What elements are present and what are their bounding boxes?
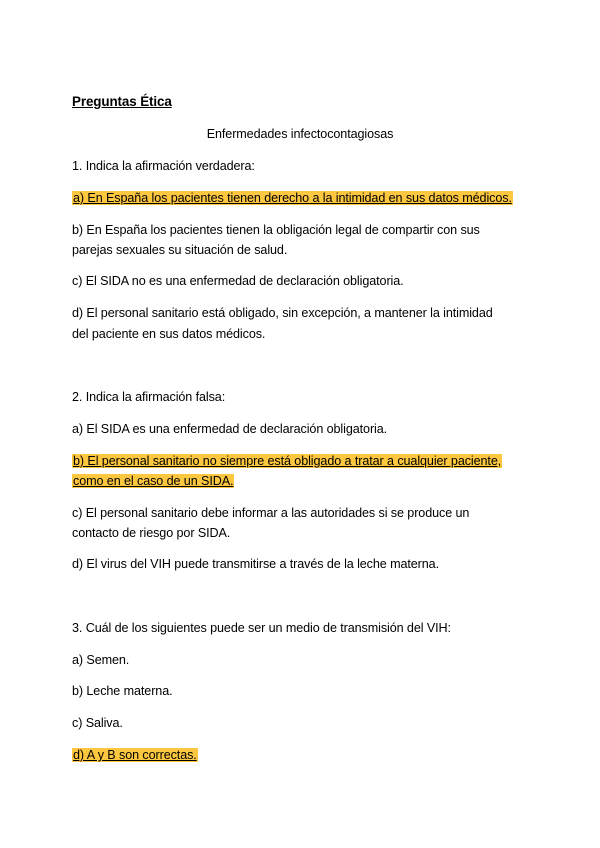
question-2-option-c: c) El personal sanitario debe informar a las autoridades si se produce un	[72, 506, 470, 520]
question-1-option-b-cont: parejas sexuales su situación de salud.	[72, 243, 288, 257]
question-1-prompt: 1. Indica la afirmación verdadera:	[72, 159, 255, 173]
answer-highlight: b) El personal sanitario no siempre está obligado a tratar a cualquier paciente,	[73, 454, 502, 468]
question-2-option-a: a) El SIDA es una enfermedad de declaración obligatoria.	[72, 422, 388, 436]
question-1-option-d: d) El personal sanitario está obligado, sin excepción, a mantener la intimidad	[72, 306, 493, 320]
question-2-option-b	[72, 453, 502, 469]
answer-highlight: d) A y B son correctas.	[73, 748, 197, 762]
question-1-option-c: c) El SIDA no es una enfermedad de declaración obligatoria.	[72, 274, 404, 288]
question-1-option-d-cont: del paciente en sus datos médicos.	[72, 327, 266, 341]
page-title: Preguntas Ética	[72, 94, 172, 109]
answer-highlight: a) En España los pacientes tienen derecho a la intimidad en sus datos médicos.	[73, 191, 512, 205]
question-2-option-c-cont: contacto de riesgo por SIDA.	[72, 526, 231, 540]
question-3-option-d	[72, 747, 198, 763]
question-3-option-a: a) Semen.	[72, 653, 130, 667]
question-2-prompt: 2. Indica la afirmación falsa:	[72, 390, 226, 404]
answer-highlight: como en el caso de un SIDA.	[73, 474, 234, 488]
question-1-option-a	[72, 190, 513, 206]
question-2-option-b-cont	[72, 473, 234, 489]
question-3-option-b: b) Leche materna.	[72, 684, 173, 698]
page-subtitle: Enfermedades infectocontagiosas	[206, 127, 394, 141]
question-3-option-c: c) Saliva.	[72, 716, 123, 730]
question-1-option-b: b) En España los pacientes tienen la obligación legal de compartir con sus	[72, 223, 480, 237]
question-3-prompt: 3. Cuál de los siguientes puede ser un medio de transmisión del VIH:	[72, 621, 451, 635]
question-2-option-d: d) El virus del VIH puede transmitirse a través de la leche materna.	[72, 557, 439, 571]
